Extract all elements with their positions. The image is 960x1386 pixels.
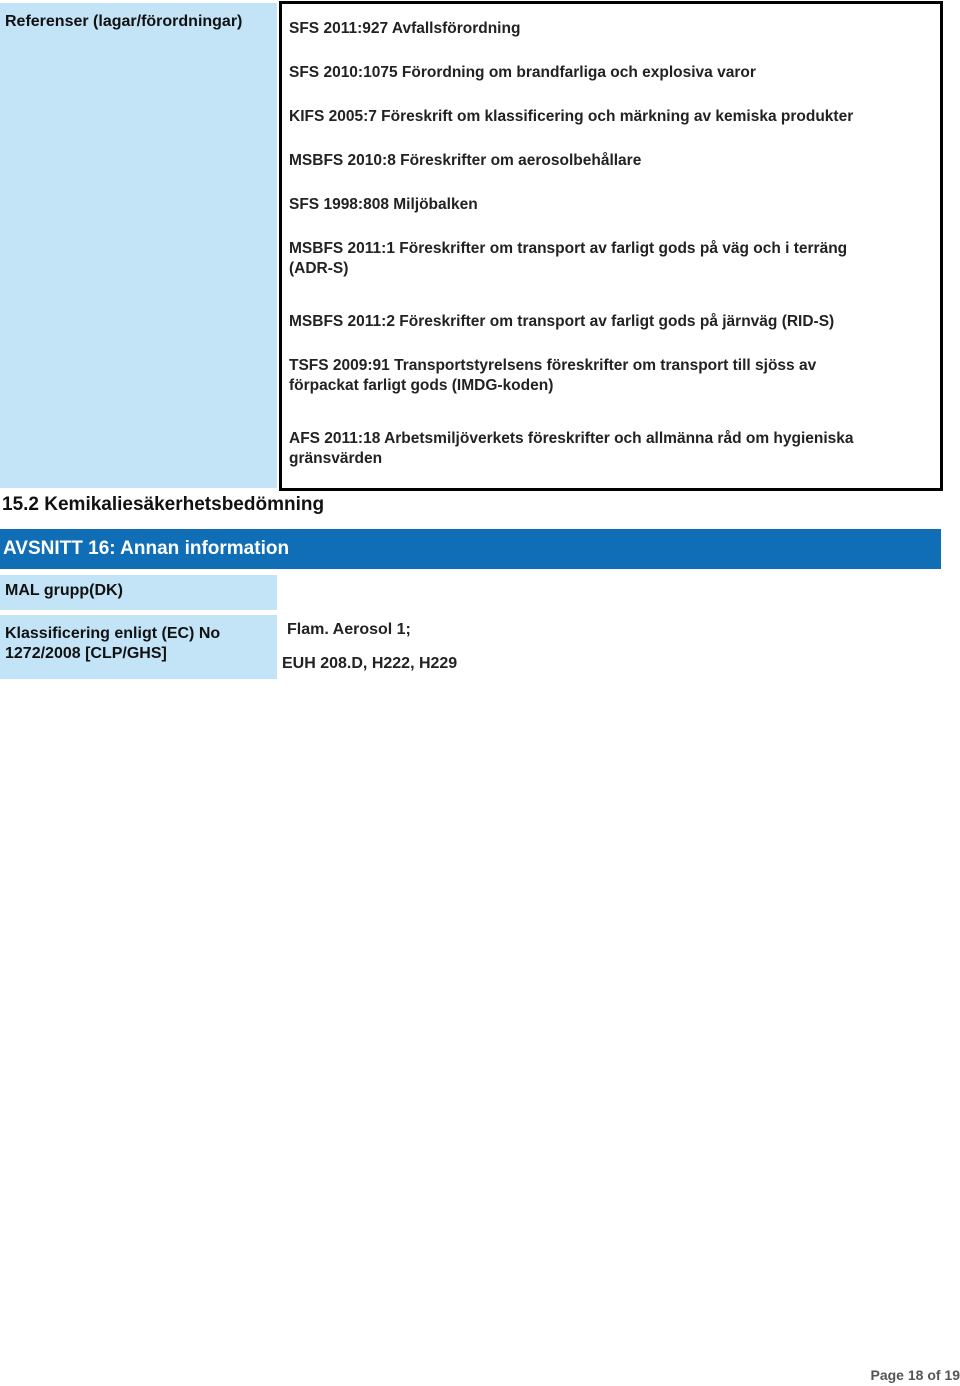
references-label: Referenser (lagar/förordningar) — [0, 3, 277, 488]
reference-item: MSBFS 2010:8 Föreskrifter om aerosolbehållare — [289, 152, 642, 169]
section-16-title-bar: AVSNITT 16: Annan information — [0, 529, 941, 569]
reference-item: SFS 2011:927 Avfallsförordning — [289, 20, 521, 37]
section-15-2-heading: 15.2 Kemikaliesäkerhetsbedömning — [2, 494, 325, 515]
classification-value-line2: EUH 208.D, H222, H229 — [282, 655, 458, 672]
references-box — [279, 1, 943, 491]
page-number: Page 18 of 19 — [870, 1367, 960, 1383]
classification-value-line1: Flam. Aerosol 1; — [287, 621, 411, 638]
reference-item: SFS 1998:808 Miljöbalken — [289, 196, 478, 213]
reference-item: KIFS 2005:7 Föreskrift om klassificering och märkning av kemiska produkter — [289, 108, 854, 125]
reference-item: TSFS 2009:91 Transportstyrelsens föreskrifter om transport till sjöss av förpackat farligt gods (IMDG-koden) — [289, 357, 817, 394]
mal-group-label: MAL grupp(DK) — [0, 575, 277, 610]
classification-label: Klassificering enligt (EC) No 1272/2008 [CLP/GHS] — [0, 615, 277, 679]
reference-item: AFS 2011:18 Arbetsmiljöverkets föreskrifter och allmänna råd om hygieniska gränsvärden — [289, 430, 854, 467]
reference-item: MSBFS 2011:1 Föreskrifter om transport av farligt gods på väg och i terräng (ADR-S) — [289, 240, 848, 277]
reference-item: MSBFS 2011:2 Föreskrifter om transport av farligt gods på järnväg (RID-S) — [289, 313, 835, 330]
reference-item: SFS 2010:1075 Förordning om brandfarliga och explosiva varor — [289, 64, 756, 81]
